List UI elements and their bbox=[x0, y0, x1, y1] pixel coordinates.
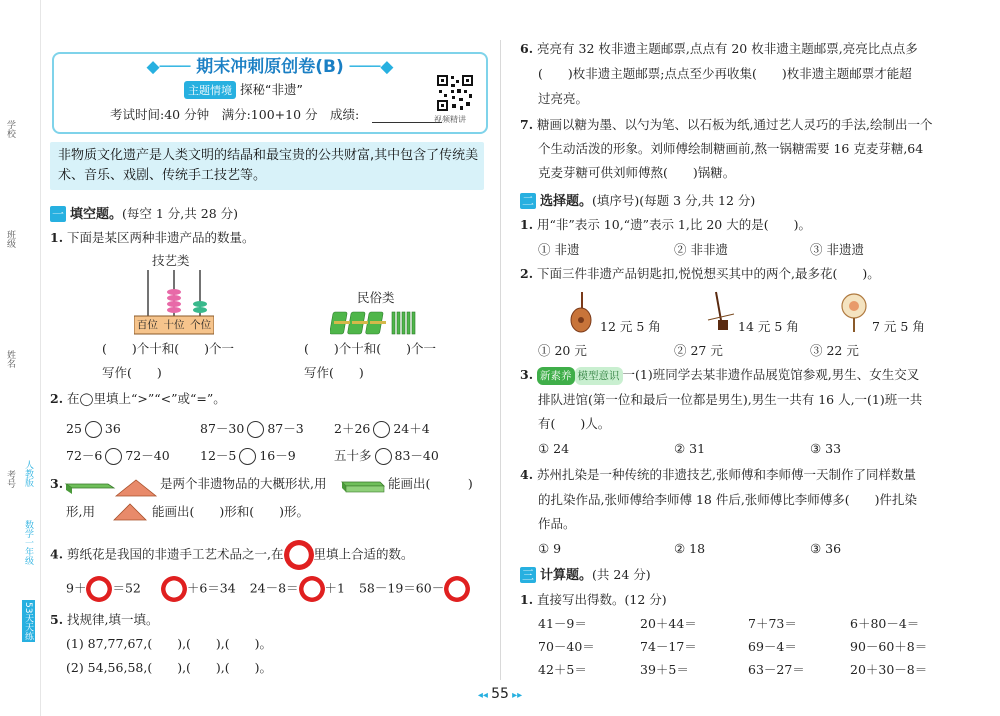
abacus-cell-hundreds: 百位 bbox=[136, 319, 158, 331]
q1 bbox=[50, 229, 255, 247]
c3-option-2[interactable]: ② 31 bbox=[674, 441, 706, 456]
q4-eq-part: 58－19＝60－ bbox=[358, 580, 445, 596]
binding-label-class: 班级 bbox=[5, 230, 15, 248]
q1-number: 1. bbox=[50, 230, 64, 245]
section-2-score: (填序号)(每题 3 分,共 12 分) bbox=[592, 193, 756, 208]
section-1-header bbox=[50, 203, 238, 223]
c2-price-3: 7 元 5 角 bbox=[872, 319, 925, 334]
paper-cut-flower-icon bbox=[284, 540, 314, 570]
theme-tag: 主题情境 bbox=[184, 81, 236, 99]
q2 bbox=[50, 390, 226, 408]
prev-arrows-icon: ◂◂ bbox=[477, 690, 492, 701]
paper-cut-flower-blank[interactable] bbox=[161, 576, 187, 602]
section-3-header bbox=[520, 564, 651, 584]
calc-item[interactable]: 74－17＝ bbox=[640, 639, 697, 654]
q2-cell: 12－5 bbox=[200, 448, 237, 463]
calc-row-1 bbox=[538, 615, 919, 633]
pipa-keychain-icon bbox=[566, 290, 596, 334]
page-footer bbox=[440, 686, 560, 702]
score-blank bbox=[372, 122, 442, 123]
c3-line-1 bbox=[520, 366, 919, 385]
art-category-label: 技艺类 bbox=[152, 253, 190, 268]
section-3-score: (共 24 分) bbox=[592, 567, 651, 582]
c2-option-2[interactable]: ② 27 元 bbox=[674, 343, 723, 358]
c3-line-2: 排队进馆(第一位和最后一位都是男生),男生一共有 16 人,一(1)班一共 bbox=[538, 392, 923, 407]
abacus-cell-ones: 个位 bbox=[190, 319, 212, 331]
binding-grade: 数学一年级 bbox=[23, 520, 33, 565]
q7-text: 糖画以糖为墨、以勺为笔、以石板为纸,通过艺人灵巧的手法,绘制出一个 bbox=[537, 117, 933, 132]
q4-eq-part: ＋1 bbox=[324, 580, 345, 596]
q1-write-a[interactable]: 写作( ) bbox=[102, 365, 162, 380]
q2-cell: 87－30 bbox=[200, 421, 245, 436]
q4-eq-part: ＋6＝34 bbox=[186, 580, 236, 596]
c2-price-1: 12 元 5 角 bbox=[600, 319, 661, 334]
c1-text: 用“非”表示 10,“遗”表示 1,比 20 大的是( )。 bbox=[537, 217, 811, 232]
compare-circle[interactable] bbox=[375, 448, 392, 465]
binding-edition: 人教版 bbox=[23, 460, 33, 487]
q1-fill-b[interactable]: ( )个十和( )个一 bbox=[304, 341, 437, 356]
triangular-prism-icon bbox=[112, 500, 148, 522]
title-text: 期末冲刺原创卷(B) bbox=[196, 57, 344, 77]
q3-text-b[interactable]: 能画出( ) bbox=[388, 476, 473, 491]
section-2-number: 二 bbox=[521, 194, 534, 208]
paper-cut-flower-blank[interactable] bbox=[299, 576, 325, 602]
q1-write-b[interactable]: 写作( ) bbox=[304, 365, 364, 380]
q4-text-b: 里填上合适的数。 bbox=[313, 546, 414, 562]
binding-strip bbox=[0, 0, 41, 716]
theme-line bbox=[184, 80, 303, 99]
q5-text: 找规律,填一填。 bbox=[67, 612, 159, 627]
section-1-title: 填空题。 bbox=[70, 207, 123, 222]
c3-option-3[interactable]: ③ 33 bbox=[810, 441, 842, 456]
q4-equations bbox=[66, 576, 470, 602]
c3-tag-new-literacy: 新素养 bbox=[537, 367, 575, 385]
stick-bundles-figure bbox=[330, 308, 420, 338]
q4 bbox=[50, 540, 414, 570]
theme-text: 探秘“非遗” bbox=[239, 82, 303, 97]
q2-cell: 2＋26 bbox=[334, 421, 371, 436]
c1-number: 1. bbox=[520, 217, 534, 232]
section-1-score: (每空 1 分,共 28 分) bbox=[122, 206, 238, 221]
next-arrows-icon: ▸▸ bbox=[508, 690, 523, 701]
q2-cell: 72－40 bbox=[125, 448, 170, 463]
c3-option-1[interactable]: ① 24 bbox=[538, 441, 570, 456]
q6-line-1 bbox=[520, 40, 918, 58]
c4-line-2[interactable]: 的扎染作品,张师傅给李师傅 18 件后,张师傅比李师傅多( )件扎染 bbox=[538, 492, 918, 507]
q3-text-d[interactable]: 能画出( )形和( )形。 bbox=[152, 504, 310, 519]
title-box bbox=[52, 52, 488, 134]
c4-line-1 bbox=[520, 466, 916, 484]
c4-option-2[interactable]: ② 18 bbox=[674, 541, 706, 556]
q4-eq-part: ＝52 bbox=[112, 580, 141, 596]
q2-row-1 bbox=[66, 420, 430, 438]
q2-cell: 83－40 bbox=[394, 448, 439, 463]
binding-label-id: 考号 bbox=[5, 470, 15, 488]
fan-keychain-icon bbox=[840, 292, 868, 334]
c2-options bbox=[538, 342, 859, 360]
section-3-title: 计算题。 bbox=[540, 568, 593, 583]
q6-line-3: 过亮亮。 bbox=[538, 91, 589, 106]
q7-line-2: 个生动活泼的形象。刘师傅绘制糖画前,熬一锅糖需要 16 克麦芽糖,64 bbox=[538, 141, 924, 156]
column-divider bbox=[500, 40, 501, 680]
q3-text-a: 是两个非遗物品的大概形状,用 bbox=[160, 476, 327, 491]
q6-text: 亮亮有 32 枚非遗主题邮票,点点有 20 枚非遗主题邮票,亮亮比点点多 bbox=[537, 41, 918, 56]
abacus-cell-tens: 十位 bbox=[163, 319, 185, 331]
section-2-title: 选择题。 bbox=[540, 194, 593, 209]
q1-text: 下面是某区两种非遗产品的数量。 bbox=[67, 230, 255, 245]
calc-intro bbox=[520, 591, 667, 609]
c4-text: 苏州扎染是一种传统的非遗技艺,张师傅和李师傅一天制作了同样数量 bbox=[537, 467, 917, 482]
page-number: 55 bbox=[491, 686, 509, 702]
q2-cell: 24＋4 bbox=[393, 421, 430, 436]
q4-eq-part: 9＋ bbox=[66, 580, 87, 596]
q7-line-1 bbox=[520, 116, 933, 134]
paper-cut-flower-blank[interactable] bbox=[86, 576, 112, 602]
c4-option-1[interactable]: ① 9 bbox=[538, 541, 562, 556]
q4-number: 4. bbox=[50, 546, 64, 562]
shape-figure-a bbox=[64, 476, 158, 498]
c2 bbox=[520, 265, 880, 283]
q4-text-a: 剪纸花是我国的非遗手工艺术品之一,在 bbox=[67, 546, 284, 562]
calc-item[interactable]: 6＋80－4＝ bbox=[850, 616, 920, 631]
c3-tag-model: 模型意识 bbox=[575, 367, 623, 385]
calc-item[interactable]: 41－9＝ bbox=[538, 616, 587, 631]
calc-item[interactable]: 69－4＝ bbox=[748, 639, 797, 654]
compare-circle[interactable] bbox=[85, 421, 102, 438]
intro-box bbox=[50, 142, 484, 190]
q2-number: 2. bbox=[50, 391, 64, 406]
q5-number: 5. bbox=[50, 612, 64, 627]
q7-number: 7. bbox=[520, 117, 534, 132]
calc-item[interactable]: 42＋5＝ bbox=[538, 662, 587, 677]
qr-code-icon[interactable] bbox=[436, 74, 474, 112]
c1-option-1[interactable]: ① 非遗 bbox=[538, 242, 580, 257]
calc-item[interactable]: 70－40＝ bbox=[538, 639, 595, 654]
page-title: ◆─── 期末冲刺原创卷(B) ───◆ bbox=[146, 57, 394, 77]
calc-item[interactable]: 90－60＋8＝ bbox=[850, 639, 928, 654]
q2-cell: 72－6 bbox=[66, 448, 103, 463]
q2-row-2 bbox=[66, 447, 439, 465]
c4-options bbox=[538, 540, 841, 558]
q7-line-3[interactable]: 克麦芽糖可供刘师傅熬( )锅糖。 bbox=[538, 165, 736, 180]
binding-label-name: 姓名 bbox=[5, 350, 15, 368]
c1-option-3[interactable]: ③ 非遗遗 bbox=[810, 242, 864, 257]
q2-cell: 五十多 bbox=[334, 448, 372, 463]
erhu-keychain-icon bbox=[706, 290, 736, 334]
q2-cell: 16－9 bbox=[259, 448, 296, 463]
c1 bbox=[520, 216, 811, 234]
calc-number: 1. bbox=[520, 592, 534, 607]
c4-number: 4. bbox=[520, 467, 534, 482]
compare-circle[interactable] bbox=[247, 421, 264, 438]
qr-label: 视频精讲 bbox=[434, 115, 466, 124]
c2-number: 2. bbox=[520, 266, 534, 281]
calc-item[interactable]: 7＋73＝ bbox=[748, 616, 797, 631]
intro-text: 非物质文化遗产是人类文明的结晶和最宝贵的公共财富,其中包含了传统美术、音乐、戏剧、传统手工技艺等。 bbox=[58, 148, 479, 183]
q1-fill-a[interactable]: ( )个十和( )个一 bbox=[102, 341, 235, 356]
q6-number: 6. bbox=[520, 41, 534, 56]
c1-options bbox=[538, 241, 864, 259]
section-1-number: 一 bbox=[51, 207, 64, 221]
binding-series: 53天天练 bbox=[23, 602, 33, 641]
cuboid-icon bbox=[340, 478, 386, 494]
calc-row-3 bbox=[538, 661, 927, 679]
c1-option-2[interactable]: ② 非非遗 bbox=[674, 242, 728, 257]
q2-cell: 87－3 bbox=[267, 421, 304, 436]
q3-number: 3. bbox=[50, 476, 64, 491]
paper-cut-flower-blank[interactable] bbox=[444, 576, 470, 602]
c2-text: 下面三件非遗产品钥匙扣,悦悦想买其中的两个,最多花( )。 bbox=[537, 266, 880, 281]
calc-text: 直接写出得数。(12 分) bbox=[537, 592, 667, 607]
c4-line-3: 作品。 bbox=[538, 516, 576, 531]
q3-text-c: 形,用 bbox=[66, 504, 95, 519]
c2-price-2: 14 元 5 角 bbox=[738, 319, 799, 334]
abacus-labels bbox=[134, 316, 214, 334]
compare-circle[interactable] bbox=[105, 448, 122, 465]
c3-options bbox=[538, 440, 841, 458]
calc-item[interactable]: 39＋5＝ bbox=[640, 662, 689, 677]
calc-item[interactable]: 63－27＝ bbox=[748, 662, 805, 677]
q5-line-1[interactable]: (1) 87,77,67,( ),( ),( )。 bbox=[66, 636, 273, 651]
q2-text: 在◯里填上“>”“<”或“=”。 bbox=[67, 391, 226, 406]
q5 bbox=[50, 611, 159, 629]
exam-info: 考试时间:40 分钟 满分:100+10 分 成绩: bbox=[110, 107, 360, 122]
q6-line-2[interactable]: ( )枚非遗主题邮票;点点至少再收集( )枚非遗主题邮票才能超 bbox=[538, 66, 912, 81]
section-3-number: 三 bbox=[521, 568, 534, 582]
folk-category-label: 民俗类 bbox=[357, 290, 395, 305]
c3-line-3[interactable]: 有( )人。 bbox=[538, 416, 611, 431]
calc-row-2 bbox=[538, 638, 927, 656]
compare-circle[interactable] bbox=[239, 448, 256, 465]
c2-option-1[interactable]: ① 20 元 bbox=[538, 343, 587, 358]
calc-item[interactable]: 20＋44＝ bbox=[640, 616, 697, 631]
c4-option-3[interactable]: ③ 36 bbox=[810, 541, 842, 556]
q5-line-2[interactable]: (2) 54,56,58,( ),( ),( )。 bbox=[66, 660, 273, 675]
section-2-header bbox=[520, 190, 755, 210]
q2-cell: 36 bbox=[104, 421, 121, 436]
calc-item[interactable]: 20＋30－8＝ bbox=[850, 662, 928, 677]
c3-text: 一(1)班同学去某非遗作品展览馆参观,男生、女生交叉 bbox=[622, 367, 920, 382]
q4-eq-part: 24－8＝ bbox=[249, 580, 299, 596]
compare-circle[interactable] bbox=[373, 421, 390, 438]
binding-label-school: 学校 bbox=[5, 120, 15, 138]
c2-option-3[interactable]: ③ 22 元 bbox=[810, 343, 859, 358]
q2-cell: 25 bbox=[66, 421, 82, 436]
c3-number: 3. bbox=[520, 367, 534, 382]
